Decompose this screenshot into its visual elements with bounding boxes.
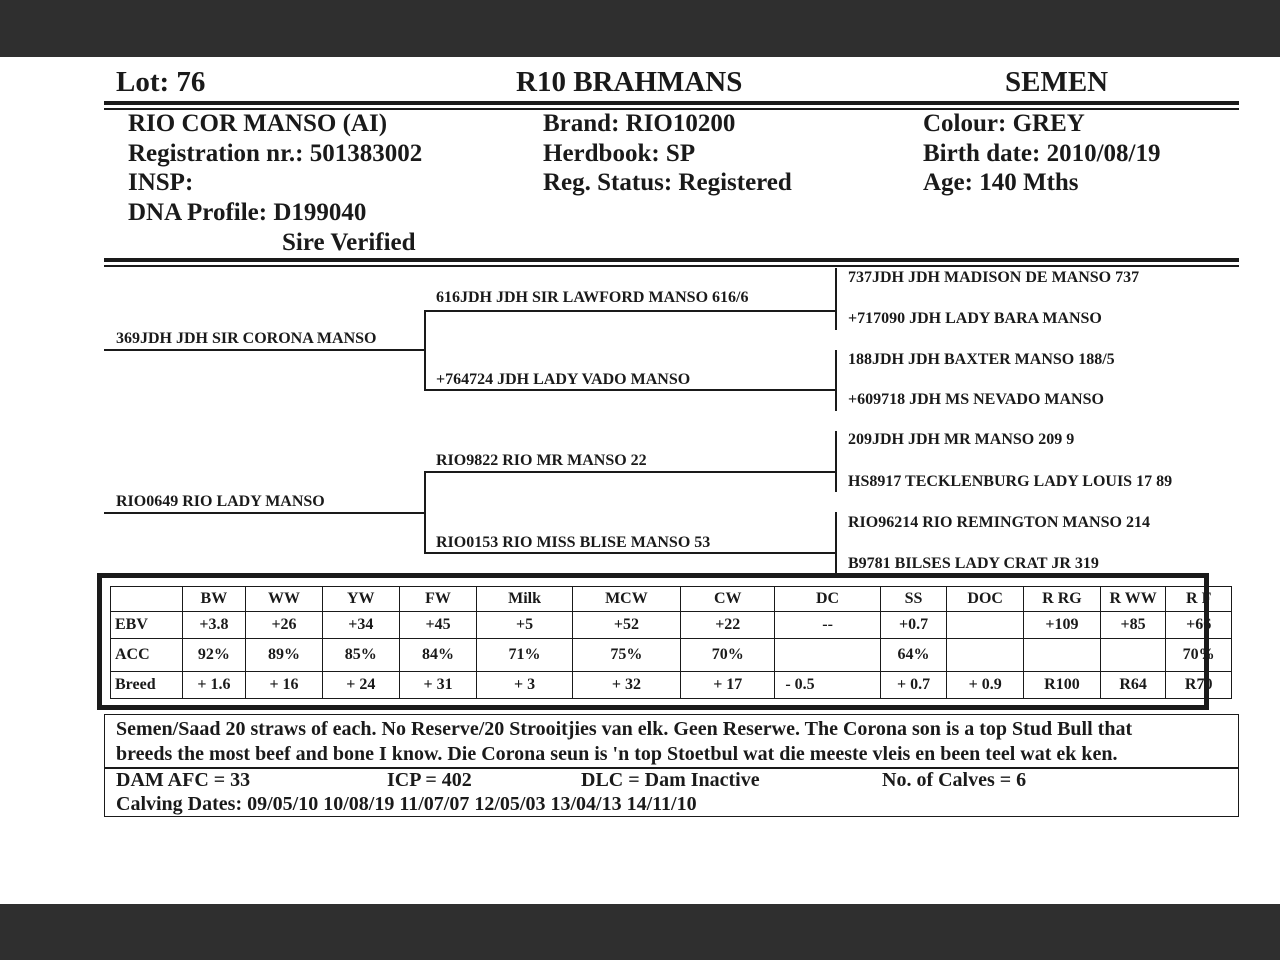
pedigree-sdd: +609718 JDH MS NEVADO MANSO (848, 391, 1104, 408)
table-cell: 89% (246, 638, 323, 671)
pedigree-bracket (835, 431, 837, 492)
insp-label: INSP: (128, 169, 194, 196)
pedigree-line (424, 471, 836, 473)
table-corner (111, 587, 183, 612)
dam-calves: No. of Calves = 6 (882, 769, 1027, 791)
herdbook: Herdbook: SP (543, 140, 696, 167)
column-header: MCW (572, 587, 681, 612)
table-cell: + 24 (322, 672, 399, 699)
table-row (111, 611, 1232, 638)
brand: Brand: RIO10200 (543, 110, 736, 137)
remarks-line-1: Semen/Saad 20 straws of each. No Reserve/20 Strooitjies van elk. Geen Reserwe. The Corona son is a top Stud Bull that (116, 718, 1133, 740)
header-rule-thick (104, 101, 1239, 105)
pedigree-line (104, 349, 424, 351)
pedigree-dss: 209JDH JDH MR MANSO 209 9 (848, 431, 1075, 448)
registration-number: Registration nr.: 501383002 (128, 140, 423, 167)
table-cell: +3.8 (182, 611, 245, 638)
info-rule-thick (104, 258, 1239, 262)
calving-dates: Calving Dates: 09/05/10 10/08/19 11/07/07 12/05/03 13/04/13 14/11/10 (116, 793, 697, 815)
table-cell (947, 638, 1024, 671)
breeder-name: R10 BRAHMANS (516, 66, 743, 98)
pedigree-bracket (424, 471, 426, 553)
table-cell: R70 (1166, 672, 1232, 699)
column-header: FW (399, 587, 477, 612)
column-header: R WW (1100, 587, 1166, 612)
table-cell: 70% (681, 638, 775, 671)
sire-verified: Sire Verified (282, 229, 416, 256)
table-cell: + 32 (572, 672, 681, 699)
pedigree-sire-sire: 616JDH JDH SIR LAWFORD MANSO 616/6 (436, 289, 749, 306)
table-cell: +109 (1024, 611, 1101, 638)
table-cell: +22 (681, 611, 775, 638)
lot-category: SEMEN (1005, 66, 1109, 98)
table-cell: + 16 (246, 672, 323, 699)
column-header: R RG (1024, 587, 1101, 612)
pedigree-line (424, 310, 836, 312)
pedigree-dam-sire: RIO9822 RIO MR MANSO 22 (436, 452, 647, 469)
info-rule-thin (104, 265, 1239, 267)
age: Age: 140 Mths (923, 169, 1079, 196)
column-header: WW (246, 587, 323, 612)
column-header: R F (1166, 587, 1232, 612)
table-cell: R64 (1100, 672, 1166, 699)
pedigree-line (424, 389, 836, 391)
pedigree-bracket (835, 350, 837, 411)
column-header: Milk (477, 587, 572, 612)
pedigree-dsd: HS8917 TECKLENBURG LADY LOUIS 17 89 (848, 473, 1173, 490)
top-bar (0, 0, 1280, 57)
lot-number: Lot: 76 (116, 66, 206, 98)
table-cell (947, 611, 1024, 638)
table-cell: 75% (572, 638, 681, 671)
animal-name: RIO COR MANSO (AI) (128, 110, 388, 137)
table-cell: + 0.7 (880, 672, 947, 699)
table-cell: + 0.9 (947, 672, 1024, 699)
pedigree-dam-dam: RIO0153 RIO MISS BLISE MANSO 53 (436, 534, 711, 551)
pedigree-dds: RIO96214 RIO REMINGTON MANSO 214 (848, 514, 1150, 531)
table-cell: +0.7 (880, 611, 947, 638)
remarks-line-2: breeds the most beef and bone I know. Die Corona seun is 'n top Stoetbul wat die meeste vleis en been teel wat ek ken. (116, 743, 1118, 765)
bottom-bar (0, 904, 1280, 960)
pedigree-sss: 737JDH JDH MADISON DE MANSO 737 (848, 269, 1140, 286)
remarks-box (104, 714, 1239, 817)
table-cell: 92% (182, 638, 245, 671)
table-cell: R100 (1024, 672, 1101, 699)
pedigree-sire-dam: +764724 JDH LADY VADO MANSO (436, 371, 691, 388)
table-cell (1024, 638, 1101, 671)
column-header: SS (880, 587, 947, 612)
ebv-table-frame (97, 573, 1215, 710)
pedigree-line (424, 552, 836, 554)
table-cell: + 1.6 (182, 672, 245, 699)
colour: Colour: GREY (923, 110, 1085, 137)
table-cell: +34 (322, 611, 399, 638)
table-cell: 71% (477, 638, 572, 671)
table-cell: + 31 (399, 672, 477, 699)
table-cell: - 0.5 (775, 672, 880, 699)
dam-icp: ICP = 402 (387, 769, 472, 791)
table-cell: 84% (399, 638, 477, 671)
pedigree-sire: 369JDH JDH SIR CORONA MANSO (116, 330, 377, 347)
pedigree-sds: 188JDH JDH BAXTER MANSO 188/5 (848, 351, 1115, 368)
table-cell: +5 (477, 611, 572, 638)
table-cell: 70% (1166, 638, 1232, 671)
pedigree-ddd: B9781 BILSES LADY CRAT JR 319 (848, 555, 1099, 572)
table-cell: +26 (246, 611, 323, 638)
table-cell: +45 (399, 611, 477, 638)
table-row (111, 672, 1232, 699)
row-label: Breed (111, 672, 183, 699)
pedigree-line (104, 512, 424, 514)
pedigree-bracket (424, 310, 426, 390)
table-cell: +66 (1166, 611, 1232, 638)
table-cell: +85 (1100, 611, 1166, 638)
table-cell: + 3 (477, 672, 572, 699)
dam-afc: DAM AFC = 33 (116, 769, 251, 791)
column-header: DC (775, 587, 880, 612)
column-header: BW (182, 587, 245, 612)
column-header: CW (681, 587, 775, 612)
column-header: YW (322, 587, 399, 612)
table-cell: -- (775, 611, 880, 638)
table-cell (1100, 638, 1166, 671)
pedigree-ssd: +717090 JDH LADY BARA MANSO (848, 310, 1102, 327)
table-cell: + 17 (681, 672, 775, 699)
table-row (111, 638, 1232, 671)
pedigree-dam: RIO0649 RIO LADY MANSO (116, 493, 325, 510)
pedigree-bracket (835, 512, 837, 574)
column-header: DOC (947, 587, 1024, 612)
table-cell: +52 (572, 611, 681, 638)
table-cell (775, 638, 880, 671)
table-header-row (111, 587, 1232, 612)
table-cell: 85% (322, 638, 399, 671)
row-label: ACC (111, 638, 183, 671)
dam-dlc: DLC = Dam Inactive (581, 769, 760, 791)
ebv-table (110, 586, 1232, 699)
birth-date: Birth date: 2010/08/19 (923, 140, 1161, 167)
table-cell: 64% (880, 638, 947, 671)
dna-profile: DNA Profile: D199040 (128, 199, 367, 226)
pedigree-bracket (835, 268, 837, 330)
row-label: EBV (111, 611, 183, 638)
registration-status: Reg. Status: Registered (543, 169, 792, 196)
